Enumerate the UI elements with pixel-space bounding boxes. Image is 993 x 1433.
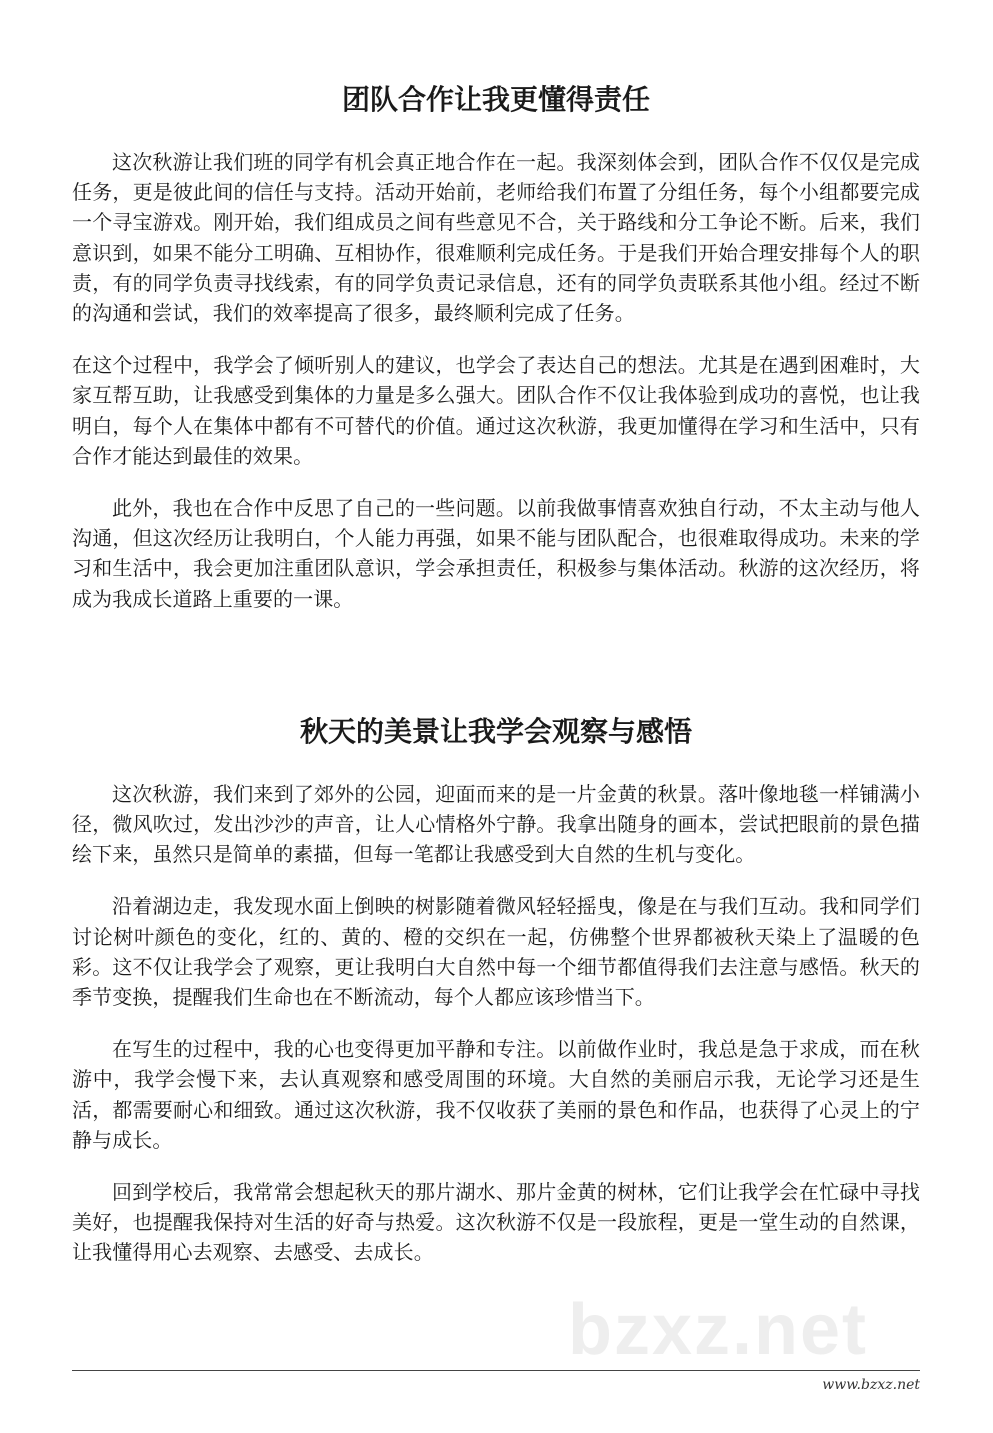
- paragraph: 在这个过程中，我学会了倾听别人的建议，也学会了表达自己的想法。尤其是在遇到困难时，大家互帮互助，让我感受到集体的力量是多么强大。团队合作不仅让我体验到成功的喜悦，也让我明白，每个人在集体中都有不可替代的价值。通过这次秋游，我更加懂得在学习和生活中，只有合作才能达到最佳的效果。: [72, 353, 920, 468]
- section-1-body: [72, 147, 920, 614]
- section-1-title: 团队合作让我更懂得责任: [341, 83, 650, 116]
- footer-divider: [72, 1370, 920, 1371]
- document-page: [72, 0, 920, 1433]
- watermark-logo: bzxz.net: [568, 1289, 869, 1370]
- section-2-title: 秋天的美景让我学会观察与感悟: [299, 714, 692, 748]
- paragraph: 沿着湖边走，我发现水面上倒映的树影随着微风轻轻摇曳，像是在与我们互动。我和同学们讨论树叶颜色的变化，红的、黄的、橙的交织在一起，仿佛整个世界都被秋天染上了温暖的色彩。这不仅让我学会了观察，更让我明白大自然中每一个细节都值得我们去注意与感悟。秋天的季节变换，提醒我们生命也在不断流动，每个人都应该珍惜当下。: [72, 894, 920, 1010]
- watermark-row: [72, 1290, 920, 1370]
- paragraph: 这次秋游让我们班的同学有机会真正地合作在一起。我深刻体会到，团队合作不仅仅是完成任务，更是彼此间的信任与支持。活动开始前，老师给我们布置了分组任务，每个小组都要完成一个寻宝游戏。刚开始，我们组成员之间有些意见不合，关于路线和分工争论不断。后来，我们意识到，如果不能分工明确、互相协作，很难顺利完成任务。于是我们开始合理安排每个人的职责，有的同学负责寻找线索，有的同学负责记录信息，还有的同学负责联系其他小组。经过不断的沟通和尝试，我们的效率提高了很多，最终顺利完成了任务。: [72, 150, 920, 326]
- paragraph: 在写生的过程中，我的心也变得更加平静和专注。以前做作业时，我总是急于求成，而在秋游中，我学会慢下来，去认真观察和感受周围的环境。大自然的美丽启示我，无论学习还是生活，都需要耐心和细致。通过这次秋游，我不仅收获了美丽的景色和作品，也获得了心灵上的宁静与成长。: [72, 1037, 920, 1152]
- footer-url: www.bzxz.net: [822, 1376, 920, 1393]
- paragraph: 此外，我也在合作中反思了自己的一些问题。以前我做事情喜欢独自行动，不太主动与他人沟通，但这次经历让我明白，个人能力再强，如果不能与团队配合，也很难取得成功。未来的学习和生活中，我会更加注重团队意识，学会承担责任，积极参与集体活动。秋游的这次经历，将成为我成长道路上重要的一课。: [72, 496, 920, 611]
- paragraph: 回到学校后，我常常会想起秋天的那片湖水、那片金黄的树林，它们让我学会在忙碌中寻找美好，也提醒我保持对生活的好奇与热爱。这次秋游不仅是一段旅程，更是一堂生动的自然课，让我懂得用心去观察、去感受、去成长。: [72, 1180, 920, 1265]
- section-2-body: [72, 779, 920, 1268]
- paragraph: 这次秋游，我们来到了郊外的公园，迎面而来的是一片金黄的秋景。落叶像地毯一样铺满小径，微风吹过，发出沙沙的声音，让人心情格外宁静。我拿出随身的画本，尝试把眼前的景色描绘下来，虽然只是简单的素描，但每一笔都让我感受到大自然的生机与变化。: [72, 781, 920, 867]
